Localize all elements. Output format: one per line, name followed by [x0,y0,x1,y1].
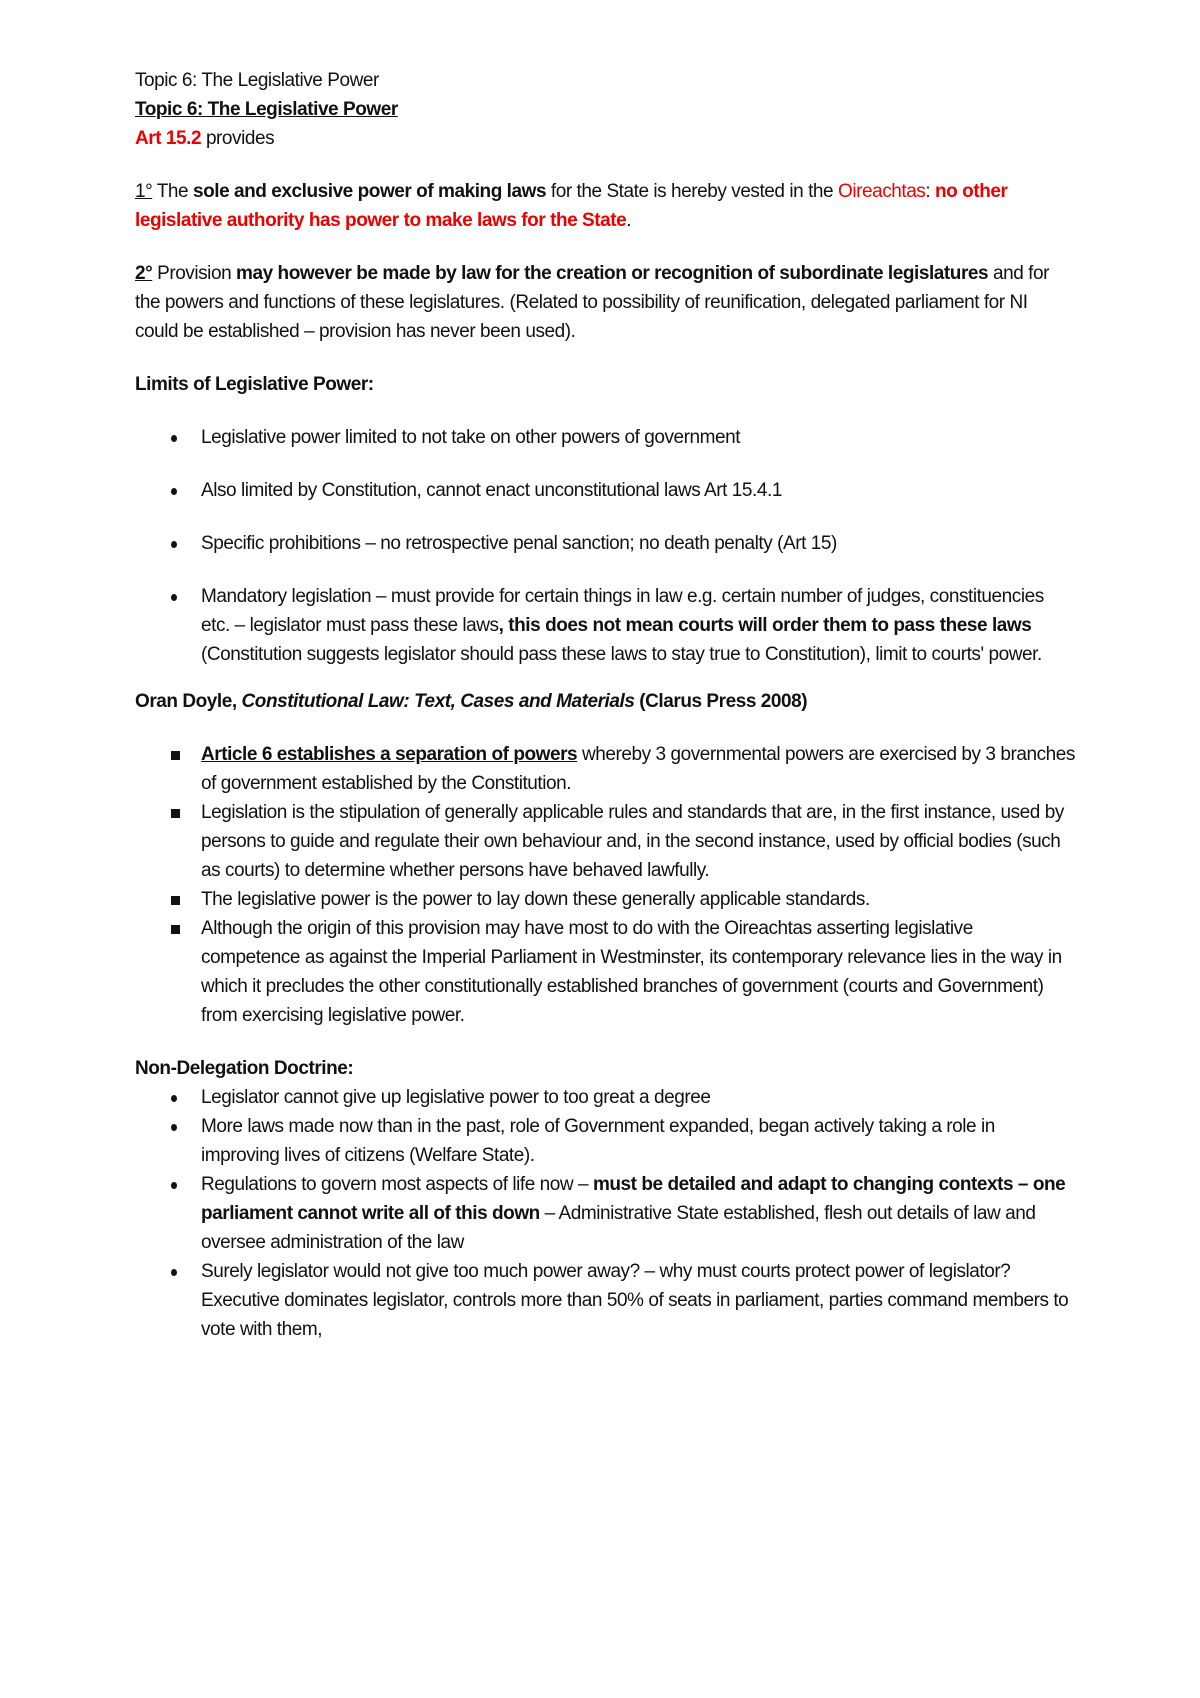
list-item: Article 6 establishes a separation of powers whereby 3 governmental powers are exercised by 3 branches of government established by the Constitution. [135,740,1075,798]
page-header: Topic 6: The Legislative Power [135,70,379,91]
list-item: Legislator cannot give up legislative power to too great a degree [135,1083,1075,1112]
nondelegation-list [135,1083,1075,1344]
intro-line: Art 15.2 provides [135,128,275,149]
list-item: More laws made now than in the past, role of Government expanded, began actively taking a role in improving lives of citizens (Welfare State). [135,1112,1075,1170]
limits-heading: Limits of Legislative Power: [135,374,374,395]
list-item: Surely legislator would not give too much power away? – why must courts protect power of legislator? Executive dominates legislator, controls more than 50% of seats in parliament, parties command members to vote with them, [135,1257,1075,1344]
limits-list [135,423,1075,669]
list-item: Legislation is the stipulation of generally applicable rules and standards that are, in the first instance, used by persons to guide and regulate their own behaviour and, in the second instance, used by official bodies (such as courts) to determine whether persons have behaved lawfully. [135,798,1075,885]
list-item: Although the origin of this provision may have most to do with the Oireachtas asserting legislative competence as against the Imperial Parliament in Westminster, its contemporary relevance lies in the way in which it precludes the other constitutionally established branches of government (courts and Government) from exercising legislative power. [135,914,1075,1030]
clause-number: 2° [135,263,153,284]
nondelegation-heading: Non-Delegation Doctrine: [135,1058,354,1079]
book-title: Constitutional Law: Text, Cases and Materials [241,691,635,712]
list-item: Specific prohibitions – no retrospective penal sanction; no death penalty (Art 15) [135,529,1075,558]
section-heading: Topic 6: The Legislative Power [135,99,398,120]
article-reference: Art 15.2 [135,128,202,149]
citation-heading: Oran Doyle, Constitutional Law: Text, Cases and Materials (Clarus Press 2008) [135,691,808,712]
list-item: Mandatory legislation – must provide for certain things in law e.g. certain number of judges, constituencies etc. – legislator must pass these laws, this does not mean courts will order them to pass these laws (Constitution suggests legislator should pass these laws to stay true to Constitution), limit to courts' power. [135,582,1075,669]
list-item: Regulations to govern most aspects of life now – must be detailed and adapt to changing contexts – one parliament cannot write all of this down – Administrative State established, flesh out details of law and oversee administration of the law [135,1170,1075,1257]
clause-1: 1° The sole and exclusive power of making laws for the State is hereby vested in the Oireachtas: no other legislative authority has power to make laws for the State. [135,181,1008,231]
doyle-list [135,740,1075,1030]
clause-2: 2° Provision may however be made by law for the creation or recognition of subordinate legislatures and for the powers and functions of these legislatures. (Related to possibility of reunification, delegated parliament for NI could be established – provision has never been used). [135,263,1049,342]
clause-number: 1° [135,181,153,202]
document-page [135,66,1075,1344]
list-item: The legislative power is the power to lay down these generally applicable standards. [135,885,1075,914]
list-item: Also limited by Constitution, cannot enact unconstitutional laws Art 15.4.1 [135,476,1075,505]
list-item: Legislative power limited to not take on other powers of government [135,423,1075,452]
